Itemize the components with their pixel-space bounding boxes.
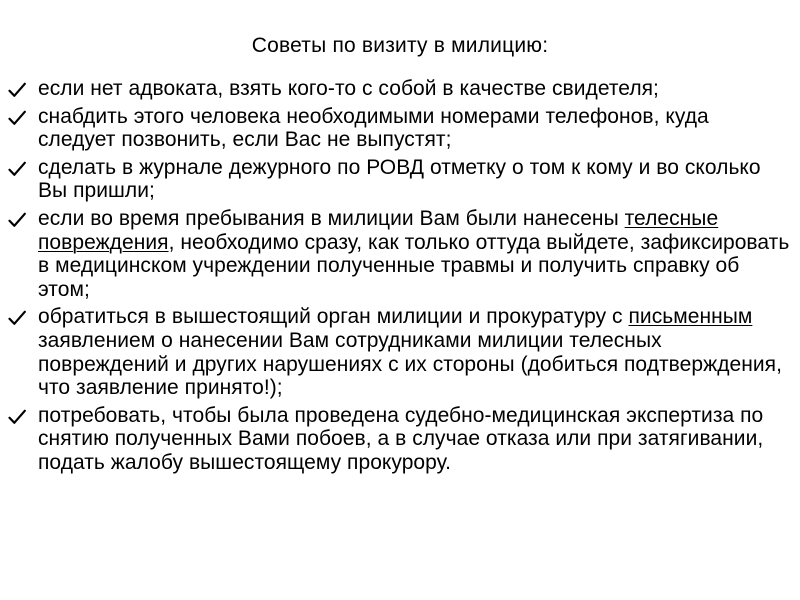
list-item [8, 404, 792, 475]
list-item-text-before: обратиться в вышестоящий орган милиции и прокуратуру с [38, 305, 629, 329]
list-item-text-after: , необходимо сразу, как только оттуда выйдете, зафиксировать в медицинском учреждении полученные травмы и получить справку об этом; [38, 230, 790, 301]
advice-list [8, 77, 792, 479]
underlined-term: письменным [628, 305, 753, 329]
check-icon [8, 409, 26, 425]
list-item [8, 207, 792, 301]
list-item [8, 156, 792, 203]
check-icon [8, 161, 26, 177]
list-item-text: потребовать, чтобы была проведена судебно-медицинская экспертиза по снятию полученных Вами побоев, а в случае отказа или при затягивании, подать жалобу вышестоящему прокурору. [38, 403, 764, 474]
list-item-text-before: если во время пребывания в милиции Вам были нанесены [38, 206, 625, 230]
check-icon [8, 212, 26, 228]
list-item [8, 305, 792, 399]
list-item [8, 105, 792, 152]
check-icon [8, 110, 26, 126]
slide-title: Советы по визиту в милицию: [251, 34, 549, 57]
check-icon [8, 310, 26, 326]
list-item-text: снабдить этого человека необходимыми номерами телефонов, куда следует позвонить, если Вас не выпустят; [38, 104, 709, 152]
list-item-text: если нет адвоката, взять кого-то с собой в качестве свидетеля; [38, 77, 659, 100]
list-item-text: сделать в журнале дежурного по РОВД отметку о том к кому и во сколько Вы пришли; [38, 155, 761, 203]
list-item [8, 77, 792, 101]
underlined-term: телесные повреждения [38, 206, 719, 254]
list-item-text-after: заявлением о нанесении Вам сотрудниками милиции телесных повреждений и других нарушениях с их стороны (добиться подтверждения, что заявление принято!); [38, 328, 782, 400]
check-icon [8, 82, 26, 98]
